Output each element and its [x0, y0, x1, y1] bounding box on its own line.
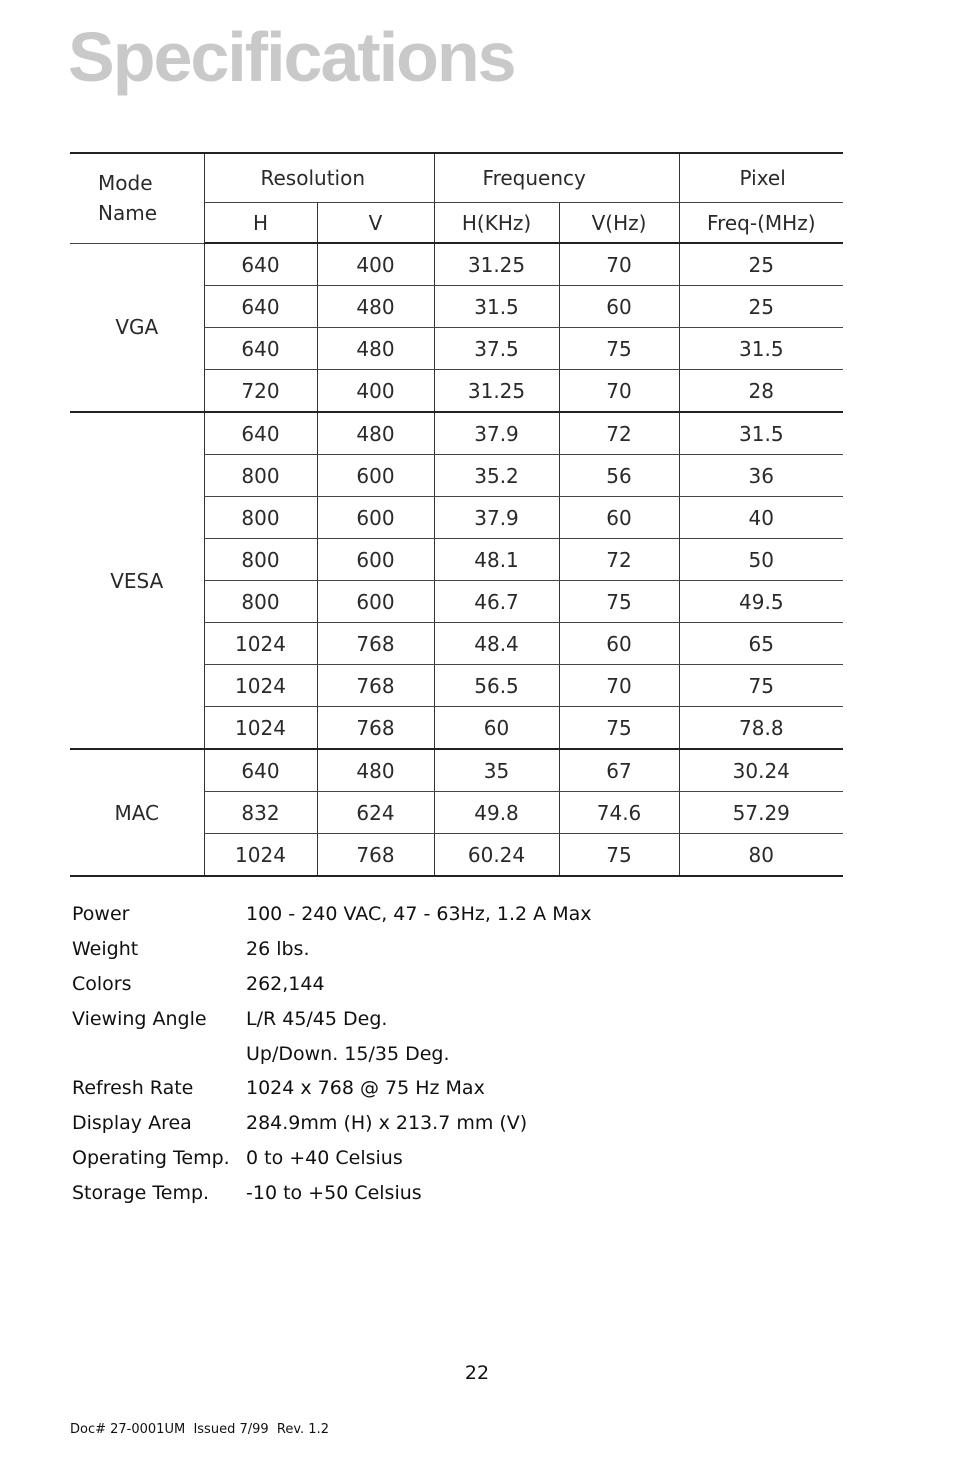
spec-value: 26 lbs. [246, 938, 310, 961]
spec-value: Up/Down. 15/35 Deg. [246, 1042, 450, 1065]
freq-h-cell: 48.4 [434, 623, 559, 665]
res-v-cell: 768 [317, 623, 434, 665]
freq-v-cell: 60 [559, 623, 679, 665]
doc-id: Doc# 27-0001UM Issued 7/99 Rev. 1.2 [70, 1422, 329, 1437]
freq-h-cell: 31.5 [434, 286, 559, 328]
spec-value: 100 - 240 VAC, 47 - 63Hz, 1.2 A Max [246, 903, 592, 926]
pixel-freq-cell: 25 [679, 243, 843, 286]
res-h-cell: 1024 [204, 665, 317, 707]
spec-value: 0 to +40 Celsius [246, 1146, 403, 1169]
spec-label: Storage Temp. [72, 1181, 210, 1204]
res-v-cell: 768 [317, 834, 434, 877]
freq-h-cell: 37.9 [434, 412, 559, 455]
freq-v-cell: 75 [559, 707, 679, 750]
res-v-cell: 624 [317, 792, 434, 834]
res-h-cell: 640 [204, 328, 317, 370]
pixel-freq-cell: 65 [679, 623, 843, 665]
spec-row [72, 1141, 592, 1176]
freq-v-cell: 56 [559, 455, 679, 497]
freq-h-cell: 35.2 [434, 455, 559, 497]
res-v-cell: 400 [317, 243, 434, 286]
pixel-freq-cell: 28 [679, 370, 843, 413]
resolution-v-header: V [317, 203, 434, 244]
pixel-freq-cell: 25 [679, 286, 843, 328]
mode-group-name: MAC [70, 749, 204, 876]
frequency-h-header: H(KHz) [434, 203, 559, 244]
freq-h-cell: 31.25 [434, 370, 559, 413]
table-row [70, 749, 843, 792]
res-h-cell: 640 [204, 286, 317, 328]
table-row [70, 243, 843, 286]
freq-h-cell: 37.9 [434, 497, 559, 539]
freq-v-cell: 72 [559, 412, 679, 455]
freq-v-cell: 75 [559, 834, 679, 877]
table-body [70, 243, 843, 876]
freq-h-cell: 49.8 [434, 792, 559, 834]
spec-value: -10 to +50 Celsius [246, 1181, 422, 1204]
pixel-freq-cell: 31.5 [679, 412, 843, 455]
freq-h-cell: 60.24 [434, 834, 559, 877]
mode-group-name: VGA [70, 243, 204, 412]
spec-row [72, 897, 592, 932]
spec-label: Refresh Rate [72, 1077, 194, 1100]
freq-h-cell: 31.25 [434, 243, 559, 286]
spec-row [72, 1106, 592, 1141]
res-h-cell: 640 [204, 243, 317, 286]
freq-v-cell: 74.6 [559, 792, 679, 834]
pixel-freq-cell: 57.29 [679, 792, 843, 834]
freq-v-cell: 72 [559, 539, 679, 581]
res-h-cell: 640 [204, 412, 317, 455]
res-v-cell: 400 [317, 370, 434, 413]
mode-group-name: VESA [70, 412, 204, 749]
res-v-cell: 480 [317, 328, 434, 370]
freq-v-cell: 60 [559, 497, 679, 539]
res-v-cell: 600 [317, 581, 434, 623]
spec-value: L/R 45/45 Deg. [246, 1007, 388, 1030]
mode-header-line2: Name [98, 201, 158, 226]
res-v-cell: 480 [317, 286, 434, 328]
freq-h-cell: 35 [434, 749, 559, 792]
freq-v-cell: 75 [559, 581, 679, 623]
spec-row [72, 1001, 592, 1036]
pixel-freq-cell: 49.5 [679, 581, 843, 623]
page-title: Specifications [68, 18, 515, 96]
res-v-cell: 480 [317, 412, 434, 455]
pixel-header: Pixel [679, 153, 843, 203]
pixel-freq-cell: 75 [679, 665, 843, 707]
freq-h-cell: 46.7 [434, 581, 559, 623]
freq-h-cell: 48.1 [434, 539, 559, 581]
pixel-freq-cell: 78.8 [679, 707, 843, 750]
spec-label: Display Area [72, 1112, 192, 1135]
table-row [70, 412, 843, 455]
res-h-cell: 800 [204, 581, 317, 623]
pixel-freq-cell: 30.24 [679, 749, 843, 792]
spec-row [72, 1071, 592, 1106]
frequency-v-header: V(Hz) [559, 203, 679, 244]
spec-row [72, 1036, 592, 1071]
freq-h-cell: 56.5 [434, 665, 559, 707]
display-modes-table [70, 152, 843, 877]
freq-v-cell: 70 [559, 370, 679, 413]
res-h-cell: 640 [204, 749, 317, 792]
res-h-cell: 800 [204, 455, 317, 497]
pixel-freq-cell: 40 [679, 497, 843, 539]
freq-h-cell: 37.5 [434, 328, 559, 370]
res-v-cell: 600 [317, 455, 434, 497]
res-h-cell: 1024 [204, 707, 317, 750]
res-v-cell: 768 [317, 707, 434, 750]
spec-label: Colors [72, 972, 132, 995]
pixel-freq-cell: 36 [679, 455, 843, 497]
freq-h-cell: 60 [434, 707, 559, 750]
frequency-header: Frequency [434, 153, 679, 203]
freq-v-cell: 60 [559, 286, 679, 328]
spec-value: 1024 x 768 @ 75 Hz Max [246, 1077, 485, 1100]
freq-v-cell: 67 [559, 749, 679, 792]
res-h-cell: 800 [204, 497, 317, 539]
pixel-freq-cell: 31.5 [679, 328, 843, 370]
mode-header-line1: Mode [98, 171, 153, 196]
spec-label: Operating Temp. [72, 1146, 230, 1169]
pixel-freq-cell: 80 [679, 834, 843, 877]
spec-value: 284.9mm (H) x 213.7 mm (V) [246, 1112, 528, 1135]
res-v-cell: 768 [317, 665, 434, 707]
res-v-cell: 600 [317, 539, 434, 581]
resolution-header: Resolution [204, 153, 434, 203]
freq-v-cell: 70 [559, 243, 679, 286]
res-h-cell: 1024 [204, 623, 317, 665]
page-number: 22 [464, 1362, 490, 1384]
spec-label: Viewing Angle [72, 1007, 207, 1030]
resolution-h-header: H [204, 203, 317, 244]
res-h-cell: 832 [204, 792, 317, 834]
pixel-freq-cell: 50 [679, 539, 843, 581]
spec-row [72, 967, 592, 1002]
freq-v-cell: 70 [559, 665, 679, 707]
spec-row [72, 932, 592, 967]
pixel-freq-header: Freq-(MHz) [679, 203, 843, 244]
specs-list [72, 897, 592, 1210]
res-h-cell: 720 [204, 370, 317, 413]
res-h-cell: 1024 [204, 834, 317, 877]
res-v-cell: 600 [317, 497, 434, 539]
spec-value: 262,144 [246, 972, 325, 995]
res-v-cell: 480 [317, 749, 434, 792]
res-h-cell: 800 [204, 539, 317, 581]
spec-label: Power [72, 903, 130, 926]
mode-name-header [70, 153, 204, 243]
spec-row [72, 1175, 592, 1210]
freq-v-cell: 75 [559, 328, 679, 370]
spec-label: Weight [72, 938, 139, 961]
